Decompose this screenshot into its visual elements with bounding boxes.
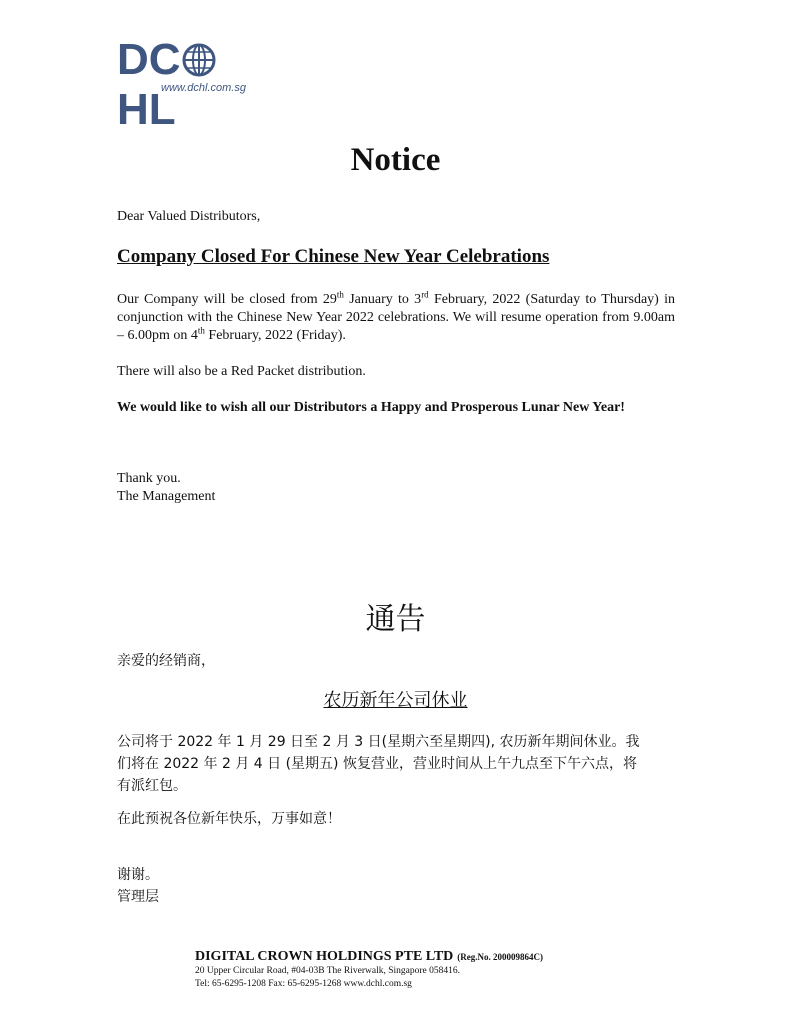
chinese-heading: 农历新年公司休业 [323, 690, 468, 711]
chinese-salutation: 亲爱的经销商， [117, 653, 215, 669]
ordinal-suffix: rd [421, 289, 429, 300]
footer-company-name: DIGITAL CROWN HOLDINGS PTE LTD [195, 949, 454, 964]
company-logo [117, 35, 267, 134]
chinese-wishes-paragraph: 在此预祝各位新年快乐，万事如意！ [117, 811, 341, 827]
footer-contact: Tel: 65-6295-1208 Fax: 65-6295-1268 www.dchl.com.sg [195, 979, 412, 989]
chinese-closing-signature: 管理层 [117, 889, 159, 905]
ordinal-suffix: th [197, 325, 205, 336]
chinese-closing-thanks: 谢谢。 [117, 867, 159, 883]
chinese-para-line: 有派红包。 [117, 778, 187, 794]
para-text: Our Company will be closed from 29 [117, 292, 337, 307]
red-packet-paragraph: There will also be a Red Packet distribution. [117, 364, 366, 379]
letterhead-footer [195, 947, 543, 991]
english-closing-thanks: Thank you. [117, 471, 181, 486]
english-closing-signature: The Management [117, 489, 216, 504]
para-text: January to 3 [343, 292, 422, 307]
wishes-paragraph: We would like to wish all our Distributors a Happy and Prosperous Lunar New Year! [117, 400, 625, 415]
para-text: February, 2022 (Friday). [204, 328, 346, 343]
footer-address: 20 Upper Circular Road, #04-03B The Riverwalk, Singapore 058416. [195, 966, 460, 976]
footer-registration: (Reg.No. 200009864C) [457, 952, 544, 962]
english-heading: Company Closed For Chinese New Year Celebrations [117, 246, 550, 267]
chinese-para-line: 们将在 2022 年 2 月 4 日 (星期五) 恢复营业，营业时间从上午九点至下午六点，将 [117, 756, 637, 772]
logo-text-left: DC [117, 35, 181, 84]
chinese-notice-title: 通告 [365, 602, 426, 637]
para-text: February, 2022 (Saturday to Thursday) in conjunction with the Chinese New Year 2022 celebrations. We will resume operation from 9.00am – 6.00pm on 4 [117, 292, 676, 343]
globe-icon [182, 43, 216, 77]
chinese-para-line: 公司将于 2022 年 1 月 29 日至 2 月 3 日(星期六至星期四), 农历新年期间休业。我 [117, 734, 640, 750]
english-salutation: Dear Valued Distributors, [117, 209, 261, 224]
notice-title: Notice [350, 142, 441, 178]
chinese-closure-paragraph [117, 731, 675, 797]
english-closure-paragraph [117, 291, 675, 345]
logo-url: www.dchl.com.sg [161, 82, 246, 94]
logo-text-right: HL [117, 85, 176, 134]
ordinal-suffix: th [336, 289, 344, 300]
